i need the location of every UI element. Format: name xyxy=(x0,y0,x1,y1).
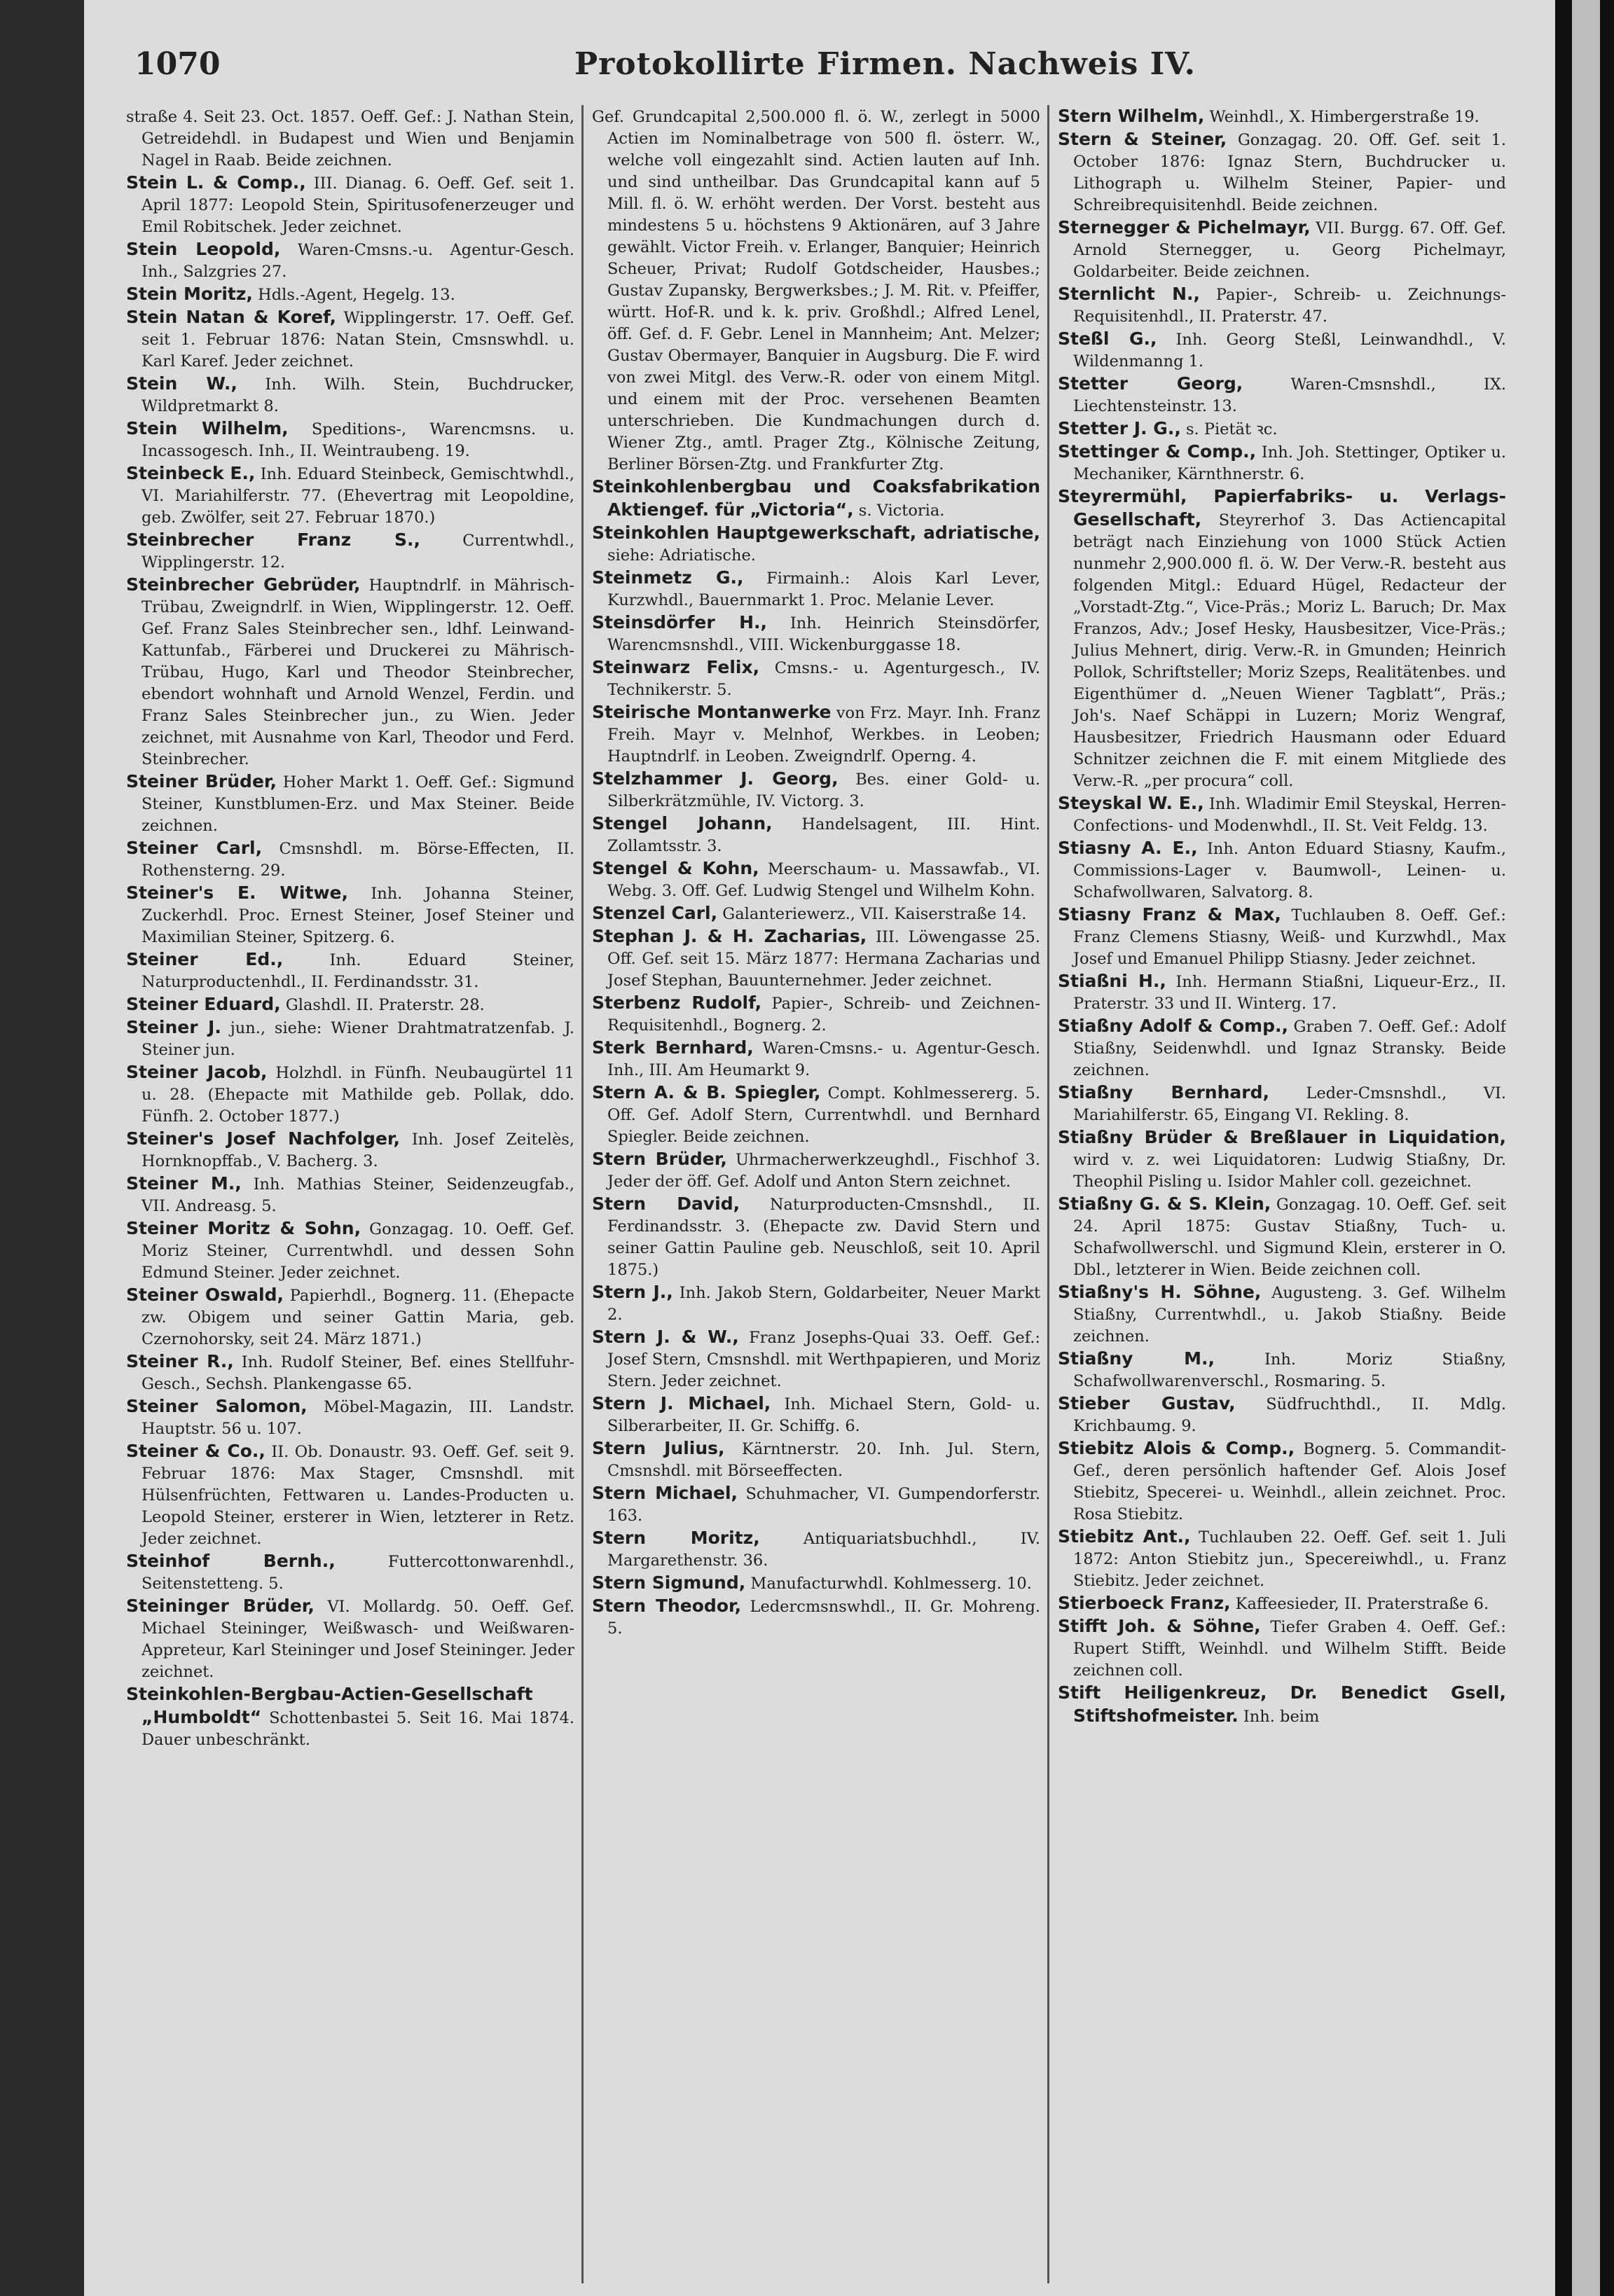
firm-name: Stiaßny Adolf & Comp., xyxy=(1058,1016,1288,1036)
firm-details: Waren-Cmsns.- u. Agentur-Gesch. Inh., III. Am Heumarkt 9. xyxy=(607,1039,1040,1079)
firm-details: Papier-, Schreib- u. Zeichnungs-Requisitenhdl., II. Praterstr. 47. xyxy=(1073,286,1506,326)
firm-details: Franz Josephs-Quai 33. Oeff. Gef.: Josef Stern, Cmsnshdl. mit Werthpapieren, und Moriz Stern. Jeder zeichnet. xyxy=(607,1329,1040,1390)
firm-name: Stengel & Kohn, xyxy=(592,858,759,878)
firm-details: Antiquariatsbuchhdl., IV. Margarethenstr. 36. xyxy=(607,1530,1040,1570)
firm-details: Ledercmsnswhdl., II. Gr. Mohreng. 5. xyxy=(607,1598,1040,1638)
firm-name: Sterk Bernhard, xyxy=(592,1037,754,1058)
firm-name: Stierboeck Franz, xyxy=(1058,1593,1231,1613)
firm-entry xyxy=(126,1550,574,1595)
firm-details: Meerschaum- u. Massawfab., VI. Webg. 3. Off. Gef. Ludwig Stengel und Wilhelm Kohn. xyxy=(607,860,1040,900)
firm-details: Hoher Markt 1. Oeff. Gef.: Sigmund Steiner, Kunstblumen-Erz. und Max Steiner. Beide zeichnen. xyxy=(142,773,574,835)
column-1 xyxy=(126,105,574,2283)
firm-name: Sternegger & Pichelmayr, xyxy=(1058,217,1311,237)
firm-name: Stiasny Franz & Max, xyxy=(1058,904,1281,925)
firm-entry xyxy=(126,837,574,882)
firm-details: Speditions-, Warencmsns. u. Incassogesch. Inh., II. Weintraubeng. 19. xyxy=(142,420,574,460)
firm-details: Inh. beim xyxy=(1243,1708,1320,1726)
firm-entry xyxy=(592,1392,1040,1437)
firm-name: Steinkohlenbergbau und Coaksfabrikation Aktiengef. für „Victoria“, xyxy=(592,476,1040,520)
firm-details: Holzhdl. in Fünfh. Neubaugürtel 11 u. 28. (Ehepacte mit Mathilde geb. Pollak, ddo. Fünfh. 2. October 1877.) xyxy=(142,1064,574,1126)
firm-entry xyxy=(592,105,1040,476)
firm-name: Steinwarz Felix, xyxy=(592,657,760,677)
firm-entry xyxy=(1058,1437,1506,1526)
firm-name: Stern Brüder, xyxy=(592,1149,727,1169)
firm-details: Uhrmacherwerkzeughdl., Fischhof 3. Jeder der öff. Gef. Adolf und Anton Stern zeichnet. xyxy=(607,1151,1040,1191)
firm-entry xyxy=(1058,328,1506,373)
firm-name: Steininger Brüder, xyxy=(126,1596,315,1616)
firm-name: Stiaßny M., xyxy=(1058,1348,1215,1369)
column-divider xyxy=(581,105,584,2283)
firm-name: Steinkohlen-Bergbau-Actien-Gesellschaft „Humboldt“ xyxy=(126,1684,533,1727)
firm-details: Wipplingerstr. 17. Oeff. Gef. seit 1. Februar 1876: Natan Stein, Cmsnswhdl. u. Karl Karef. Jeder zeichnet. xyxy=(142,309,574,371)
firm-details: Inh. Wladimir Emil Steyskal, Herren-Confections- und Modenwhdl., II. St. Veit Feldg. 13. xyxy=(1073,795,1506,835)
firm-name: Steyrermühl, Papierfabriks- u. Verlags-Gesellschaft, xyxy=(1058,486,1506,530)
firm-entry xyxy=(592,925,1040,992)
firm-name: Steiner's E. Witwe, xyxy=(126,883,349,903)
firm-name: Steirische Montanwerke xyxy=(592,702,832,722)
firm-entry xyxy=(592,812,1040,857)
firm-details: III. Löwengasse 25. Off. Gef. seit 15. März 1877: Hermana Zacharias und Josef Stephan, Bauunternehmer. Jeder zeichnet. xyxy=(607,928,1040,990)
firm-entry xyxy=(126,373,574,417)
firm-name: Steiner Carl, xyxy=(126,838,263,858)
firm-entry xyxy=(592,1527,1040,1572)
firm-entry xyxy=(1058,1526,1506,1592)
firm-details: Inh. Rudolf Steiner, Bef. eines Stellfuhr-Gesch., Sechsh. Plankengasse 65. xyxy=(142,1353,574,1393)
firm-details: s. Victoria. xyxy=(858,502,945,520)
firm-details: Tuchlauben 8. Oeff. Gef.: Franz Clemens Stiasny, Weiß- und Kurzwhdl., Max Josef und Emanuel Philipp Stiasny. Jeder zeichnet. xyxy=(1073,906,1506,968)
firm-entry xyxy=(1058,970,1506,1015)
firm-entry xyxy=(126,1440,574,1550)
firm-name: Steiner & Co., xyxy=(126,1441,265,1461)
firm-entry xyxy=(592,522,1040,567)
firm-details: Kärntnerstr. 20. Inh. Jul. Stern, Cmsnshdl. mit Börseeffecten. xyxy=(607,1440,1040,1480)
firm-details: Inh. Jakob Stern, Goldarbeiter, Neuer Markt 2. xyxy=(607,1284,1040,1324)
firm-entry xyxy=(592,1595,1040,1640)
firm-entry xyxy=(592,1081,1040,1148)
firm-details: Inh. Georg Steßl, Leinwandhdl., V. Wildenmanng 1. xyxy=(1073,331,1506,371)
firm-details: Gonzagag. 10. Oeff. Gef. seit 24. April 1875: Gustav Stiaßny, Tuch- u. Schafwollwerschl. und Sigmund Klein, ersterer in O. Dbl., letzterer in Wien. Beide zeichnen coll. xyxy=(1073,1196,1506,1279)
firm-name: Steiner Brüder, xyxy=(126,771,277,791)
firm-details: Inh. Wilh. Stein, Buchdrucker, Wildpretmarkt 8. xyxy=(142,375,574,415)
firm-name: Steiner J. xyxy=(126,1017,221,1037)
firm-entry xyxy=(592,701,1040,768)
firm-name: Stetter J. G., xyxy=(1058,418,1181,438)
firm-entry xyxy=(1058,1081,1506,1126)
firm-entry xyxy=(592,476,1040,522)
firm-details: III. Dianag. 6. Oeff. Gef. seit 1. April 1877: Leopold Stein, Spiritusofenerzeuger und Emil Robitschek. Jeder zeichnet. xyxy=(142,174,574,236)
page-number: 1070 xyxy=(134,46,221,82)
firm-entry xyxy=(592,768,1040,812)
firm-entry xyxy=(126,1683,574,1751)
firm-details: Gonzagag. 10. Oeff. Gef. Moriz Steiner, Currentwhdl. und dessen Sohn Edmund Steiner. Jeder zeichnet. xyxy=(142,1220,574,1282)
firm-entry xyxy=(1058,1348,1506,1392)
firm-name: Steiner's Josef Nachfolger, xyxy=(126,1128,401,1149)
firm-entry xyxy=(1058,485,1506,792)
firm-entry xyxy=(592,1572,1040,1595)
firm-entry xyxy=(1058,1392,1506,1437)
firm-name: Stern Theodor, xyxy=(592,1596,742,1616)
firm-entry xyxy=(592,1037,1040,1081)
firm-name: Stern & Steiner, xyxy=(1058,129,1227,149)
column-divider xyxy=(1047,105,1049,2283)
firm-entry xyxy=(126,1284,574,1350)
firm-details: Hdls.-Agent, Hegelg. 13. xyxy=(258,286,455,304)
firm-name: Steinsdörfer H., xyxy=(592,612,768,632)
firm-name: Stiaßni H., xyxy=(1058,971,1166,991)
column-3 xyxy=(1058,105,1506,2283)
firm-entry xyxy=(126,993,574,1016)
firm-details: II. Ob. Donaustr. 93. Oeff. Gef. seit 9. Februar 1876: Max Stager, Cmsnshdl. mit Hülsenfrüchten, Fettwaren u. Landes-Producten u. Leopold Steiner, ersterer in Wien, letzterer in Retz. Jeder zeichnet. xyxy=(142,1443,574,1548)
column-2 xyxy=(592,105,1040,2283)
firm-entry xyxy=(592,1148,1040,1193)
firm-details: Inh. Josef Zeitelès, Hornknopffab., V. Bacherg. 3. xyxy=(142,1130,574,1170)
firm-name: Steiner Eduard, xyxy=(126,994,281,1014)
firm-entry xyxy=(126,172,574,238)
firm-name: Stern Michael, xyxy=(592,1483,738,1503)
firm-details: siehe: Adriatische. xyxy=(607,546,756,565)
firm-name: Stein W., xyxy=(126,373,237,394)
firm-details: Manufacturwhdl. Kohlmesserg. 10. xyxy=(750,1575,1032,1593)
firm-name: Stein Leopold, xyxy=(126,239,281,259)
firm-details: Inh. Joh. Stettinger, Optiker u. Mechaniker, Kärnthnerstr. 6. xyxy=(1073,443,1506,483)
firm-entry xyxy=(126,1350,574,1395)
firm-details: s. Pietät ꝛc. xyxy=(1185,420,1278,438)
firm-entry xyxy=(592,1437,1040,1482)
firm-details: Papierhdl., Bognerg. 11. (Ehepacte zw. Obigem und seiner Gattin Maria, geb. Czernohorsky, seit 24. März 1871.) xyxy=(142,1287,574,1348)
firm-name: Stifft Joh. & Söhne, xyxy=(1058,1616,1261,1636)
firm-details: Firmainh.: Alois Karl Lever, Kurzwhdl., Bauernmarkt 1. Proc. Melanie Lever. xyxy=(607,569,1040,609)
firm-details: Futtercottonwarenhdl., Seitenstetteng. 5. xyxy=(142,1553,574,1593)
firm-details: Tuchlauben 22. Oeff. Gef. seit 1. Juli 1872: Anton Stiebitz jun., Specereiwhdl., u. Franz Stiebitz. Jeder zeichnet. xyxy=(1073,1528,1506,1590)
firm-details: Kaffeesieder, II. Praterstraße 6. xyxy=(1235,1595,1489,1613)
firm-entry xyxy=(1058,1193,1506,1281)
firm-details: wird v. z. wei Liquidatoren: Ludwig Stiaßny, Dr. Theophil Pisling u. Isidor Mahler coll. gezeichnet. xyxy=(1073,1151,1506,1191)
firm-name: Steiner Ed., xyxy=(126,949,284,969)
firm-entry xyxy=(1058,1015,1506,1081)
firm-entry xyxy=(126,1016,574,1061)
firm-name: Steiner R., xyxy=(126,1351,234,1371)
firm-name: Sterbenz Rudolf, xyxy=(592,993,762,1013)
firm-name: Stein Wilhelm, xyxy=(126,418,289,438)
firm-details: straße 4. Seit 23. Oct. 1857. Oeff. Gef.: J. Nathan Stein, Getreidehdl. in Budapest und Wien und Benjamin Nagel in Raab. Beide zeichnen. xyxy=(126,108,574,170)
firm-name: Steinbrecher Franz S., xyxy=(126,530,421,550)
firm-details: Hauptndrlf. in Mährisch-Trübau, Zweigndrlf. in Wien, Wipplingerstr. 12. Oeff. Gef. Franz Sales Steinbrecher sen., ldhf. Leinwand-Kattunfab., Färberei und Druckerei zu Mährisch-Trübau, Hugo, Karl und Theodor Steinbrecher, ebendort wohnhaft und Arnold Wenzel, Ferdin. und Franz Sales Steinbrecher jun., zu Wien. Jeder zeichnet, mit Ausnahme von Karl, Theodor und Ferd. Steinbrecher. xyxy=(142,576,574,768)
firm-name: Steiner Jacob, xyxy=(126,1062,268,1082)
firm-entry xyxy=(592,1193,1040,1281)
firm-entry xyxy=(1058,904,1506,970)
firm-details: Inh. Mathias Steiner, Seidenzeugfab., VII. Andreasg. 5. xyxy=(142,1175,574,1215)
firm-details: Inh. Johanna Steiner, Zuckerhdl. Proc. Ernest Steiner, Josef Steiner und Maximilian Steiner, Spitzerg. 6. xyxy=(142,885,574,946)
firm-details: Inh. Anton Eduard Stiasny, Kaufm., Commissions-Lager v. Baumwoll-, Leinen- u. Schafwollwaren, Salvatorg. 8. xyxy=(1073,840,1506,901)
firm-name: Steiner Oswald, xyxy=(126,1285,284,1305)
firm-name: Stift Heiligenkreuz, Dr. Benedict Gsell, Stiftshofmeister. xyxy=(1058,1682,1506,1726)
firm-details: VI. Mollardg. 50. Oeff. Gef. Michael Steininger, Weißwasch- und Weißwaren-Appreteur, Karl Steininger und Josef Steininger. Jeder zeichnet. xyxy=(142,1598,574,1681)
firm-entry xyxy=(1058,283,1506,328)
firm-details: Cmsns.- u. Agenturgesch., IV. Technikerstr. 5. xyxy=(607,659,1040,699)
firm-entry xyxy=(592,992,1040,1037)
firm-entry xyxy=(126,306,574,373)
directory-page xyxy=(84,0,1555,2296)
firm-name: Stiaßny G. & S. Klein, xyxy=(1058,1194,1271,1214)
firm-name: Stiebitz Ant., xyxy=(1058,1526,1191,1547)
firm-entry xyxy=(592,656,1040,701)
firm-entry xyxy=(126,1395,574,1440)
firm-details: Waren-Cmsnshdl., IX. Liechtensteinstr. 13. xyxy=(1073,375,1506,415)
firm-name: Stiaßny Bernhard, xyxy=(1058,1082,1269,1102)
firm-name: Steinbrecher Gebrüder, xyxy=(126,574,361,595)
firm-entry xyxy=(592,1482,1040,1527)
next-page-edge xyxy=(1572,0,1600,2296)
firm-entry xyxy=(1058,417,1506,441)
firm-name: Stern Wilhelm, xyxy=(1058,106,1205,126)
firm-entry xyxy=(592,1326,1040,1392)
firm-name: Sternlicht N., xyxy=(1058,284,1201,304)
firm-name: Stein L. & Comp., xyxy=(126,172,306,193)
firm-details: VII. Burgg. 67. Off. Gef. Arnold Sternegger, u. Georg Pichelmayr, Goldarbeiter. Beide zeichnen. xyxy=(1073,219,1506,281)
firm-name: Steinkohlen Hauptgewerkschaft, adriatische, xyxy=(592,523,1040,543)
firm-entry xyxy=(126,529,574,574)
firm-details: Naturproducten-Cmsnshdl., II. Ferdinandsstr. 3. (Ehepacte zw. David Stern und seiner Gattin Pauline geb. Neuschloß, seit 10. April 1875.) xyxy=(607,1196,1040,1279)
firm-details: Papier-, Schreib- und Zeichnen-Requisitenhdl., Bognerg. 2. xyxy=(607,995,1040,1035)
firm-name: Stelzhammer J. Georg, xyxy=(592,768,839,789)
firm-details: Südfruchthdl., II. Mdlg. Krichbaumg. 9. xyxy=(1073,1395,1506,1435)
firm-details: Möbel-Magazin, III. Landstr. Hauptstr. 56 u. 107. xyxy=(142,1398,574,1438)
firm-entry xyxy=(126,238,574,283)
firm-entry xyxy=(1058,373,1506,417)
firm-name: Stetter Georg, xyxy=(1058,373,1243,394)
firm-entry xyxy=(126,770,574,837)
firm-details: Schuhmacher, VI. Gumpendorferstr. 163. xyxy=(607,1485,1040,1525)
firm-entry xyxy=(126,1173,574,1217)
firm-name: Stiaßny Brüder & Breßlauer in Liquidation, xyxy=(1058,1127,1506,1147)
firm-name: Stern J. & W., xyxy=(592,1327,739,1347)
firm-entry xyxy=(592,902,1040,925)
firm-entry xyxy=(126,1595,574,1683)
firm-entry xyxy=(126,417,574,462)
firm-entry xyxy=(1058,216,1506,283)
firm-name: Stettinger & Comp., xyxy=(1058,441,1257,462)
firm-details: Inh. Michael Stern, Gold- u. Silberarbeiter, II. Gr. Schiffg. 6. xyxy=(607,1395,1040,1435)
firm-details: Leder-Cmsnshdl., VI. Mariahilferstr. 65, Eingang VI. Rekling. 8. xyxy=(1073,1084,1506,1124)
firm-entry xyxy=(126,1128,574,1173)
firm-name: Steiner M., xyxy=(126,1173,242,1194)
firm-entry xyxy=(126,948,574,993)
firm-name: Stern David, xyxy=(592,1194,740,1214)
firm-name: Steinbeck E., xyxy=(126,463,256,483)
firm-details: Inh. Hermann Stiaßni, Liqueur-Erz., II. Praterstr. 33 und II. Winterg. 17. xyxy=(1073,973,1506,1013)
firm-entry xyxy=(126,574,574,770)
firm-name: Stiaßny's H. Söhne, xyxy=(1058,1282,1262,1302)
firm-entry xyxy=(126,1061,574,1128)
firm-name: Stern A. & B. Spiegler, xyxy=(592,1082,821,1102)
firm-entry xyxy=(1058,1126,1506,1193)
firm-entry xyxy=(1058,441,1506,485)
firm-details: Tiefer Graben 4. Oeff. Gef.: Rupert Stifft, Weinhdl. und Wilhelm Stifft. Beide zeichnen coll. xyxy=(1073,1618,1506,1680)
firm-entry xyxy=(126,462,574,529)
firm-entry xyxy=(1058,837,1506,904)
firm-name: Stein Natan & Koref, xyxy=(126,307,337,327)
firm-name: Stern Sigmund, xyxy=(592,1572,746,1593)
firm-details: Glashdl. II. Praterstr. 28. xyxy=(285,996,485,1014)
firm-details: Inh. Eduard Steiner, Naturproductenhdl., II. Ferdinandsstr. 31. xyxy=(142,951,574,991)
firm-details: Bes. einer Gold- u. Silberkrätzmühle, IV. Victorg. 3. xyxy=(607,770,1040,810)
firm-entry xyxy=(1058,792,1506,837)
firm-name: Stern J. Michael, xyxy=(592,1393,771,1413)
firm-entry xyxy=(126,882,574,948)
firm-entry xyxy=(1058,1281,1506,1348)
firm-details: Compt. Kohlmessererg. 5. Off. Gef. Adolf Stern, Currentwhdl. und Bernhard Spiegler. Beide zeichnen. xyxy=(607,1084,1040,1146)
firm-details: jun., siehe: Wiener Drahtmatratzenfab. J. Steiner jun. xyxy=(142,1019,574,1059)
firm-entry xyxy=(1058,128,1506,216)
firm-entry xyxy=(592,567,1040,611)
firm-entry xyxy=(126,283,574,306)
running-title: Protokollirte Firmen. Nachweis IV. xyxy=(574,46,1196,82)
firm-entry xyxy=(592,611,1040,656)
firm-name: Steiner Salomon, xyxy=(126,1396,308,1416)
firm-name: Steiner Moritz & Sohn, xyxy=(126,1218,361,1238)
firm-details: Currentwhdl., Wipplingerstr. 12. xyxy=(142,532,574,572)
firm-details: Weinhdl., X. Himbergerstraße 19. xyxy=(1209,108,1480,126)
firm-details: Steyrerhof 3. Das Actiencapital beträgt nach Einziehung von 1000 Stück Actien nunmehr 2,900.000 fl. ö. W. Der Verw.-R. besteht aus folgenden Mitgl.: Eduard Hügel, Redacteur der „Vorstadt-Ztg.“, Vice-Präs.; Moriz L. Baruch; Dr. Max Franzos, Adv.; Josef Hesky, Hausbesitzer, Vice-Präs.; Julius Mehnert, dirig. Verw.-R. in Gmunden; Heinrich Pollok, Schriftsteller; Moriz Szeps, Realitätenbes. und Eigenthümer d. „Neuen Wiener Tagblatt“, Präs.; Joh's. Naef Schäppi in Luzern; Moriz Wengraf, Hausbesitzer, Friedrich Hausmann oder Eduard Schnitzer zeichnen die F. mit einem Mitgliede des Verw.-R. „per procura“ coll. xyxy=(1073,511,1506,790)
firm-details: Inh. Moriz Stiaßny, Schafwollwarenverschl., Rosmaring. 5. xyxy=(1073,1350,1506,1390)
firm-name: Stern J., xyxy=(592,1282,673,1302)
firm-name: Stephan J. & H. Zacharias, xyxy=(592,926,867,946)
firm-name: Steyskal W. E., xyxy=(1058,793,1204,813)
firm-name: Steinhof Bernh., xyxy=(126,1551,336,1571)
firm-name: Stengel Johann, xyxy=(592,813,773,834)
firm-details: Schottenbastei 5. Seit 16. Mai 1874. Dauer unbeschränkt. xyxy=(142,1709,574,1749)
firm-name: Steßl G., xyxy=(1058,329,1157,349)
firm-details: Galanteriewerz., VII. Kaiserstraße 14. xyxy=(722,905,1027,923)
firm-name: Stern Julius, xyxy=(592,1438,725,1458)
firm-entry xyxy=(1058,1682,1506,1728)
firm-details: Gef. Grundcapital 2,500.000 fl. ö. W., zerlegt in 5000 Actien im Nominalbetrage von 500 fl. österr. W., welche voll eingezahlt sind. Actien lauten auf Inh. und sind untheilbar. Das Grundcapital kann auf 5 Mill. fl. ö. W. erhöht werden. Der Vorst. besteht aus mindestens 5 u. höchstens 9 Aktionären, auf 3 Jahre gewählt. Victor Freih. v. Erlanger, Banquier; Heinrich Scheuer, Privat; Rudolf Gotdscheider, Hausbes.; Gustav Zupansky, Bergwerksbes.; J. M. Rit. v. Pfeiffer, württ. Hof-R. und k. k. priv. Großhdl.; Alfred Lenel, öff. Gef. d. F. Gebr. Lenel in Mannheim; Ant. Melzer; Gustav Obermayer, Banquier in Augsburg. Die F. wird von zwei Mitgl. des Verw.-R. oder von einem Mitgl. und einem mit der Proc. versehenen Beamten unterschrieben. Die Kundmachungen durch d. Wiener Ztg., amtl. Prager Ztg., Kölnische Zeitung, Berliner Börsen-Ztg. und Frankfurter Ztg. xyxy=(592,108,1040,473)
firm-name: Stieber Gustav, xyxy=(1058,1393,1236,1413)
firm-entry xyxy=(592,1281,1040,1326)
firm-details: von Frz. Mayr. Inh. Franz Freih. Mayr v. Melnhof, Werkbes. in Leoben; Hauptndrlf. in Leoben. Zweigndrlf. Operng. 4. xyxy=(607,704,1040,766)
firm-entry xyxy=(126,1217,574,1284)
firm-entry xyxy=(1058,1592,1506,1615)
firm-details: Bognerg. 5. Commandit-Gef., deren persönlich haftender Gef. Alois Josef Stiebitz, Specerei- u. Weinhdl., allein zeichnet. Proc. Rosa Stiebitz. xyxy=(1073,1440,1506,1523)
firm-details: Handelsagent, III. Hint. Zollamtsstr. 3. xyxy=(607,815,1040,855)
firm-name: Stiasny A. E., xyxy=(1058,838,1198,858)
firm-details: Gonzagag. 20. Off. Gef. seit 1. October 1876: Ignaz Stern, Buchdrucker u. Lithograph u. Wilhelm Steiner, Papier- und Schreibrequisitenhdl. Beide zeichnen. xyxy=(1073,131,1506,214)
firm-entry xyxy=(592,857,1040,902)
firm-details: Inh. Eduard Steinbeck, Gemischtwhdl., VI. Mariahilferstr. 77. (Ehevertrag mit Leopoldine, geb. Zwölfer, seit 27. Februar 1870.) xyxy=(142,465,574,527)
firm-name: Stein Moritz, xyxy=(126,284,253,304)
firm-name: Stenzel Carl, xyxy=(592,903,718,923)
firm-details: Inh. Heinrich Steinsdörfer, Warencmsnshdl., VIII. Wickenburggasse 18. xyxy=(607,614,1040,654)
firm-entry xyxy=(126,105,574,172)
firm-entry xyxy=(1058,1615,1506,1682)
firm-name: Steinmetz G., xyxy=(592,567,744,588)
firm-entry xyxy=(1058,105,1506,128)
firm-details: Waren-Cmsns.-u. Agentur-Gesch. Inh., Salzgries 27. xyxy=(142,241,574,281)
firm-name: Stern Moritz, xyxy=(592,1528,760,1548)
firm-details: Cmsnshdl. m. Börse-Effecten, II. Rothensterng. 29. xyxy=(142,840,574,880)
firm-details: Augusteng. 3. Gef. Wilhelm Stiaßny, Currentwhdl., u. Jakob Stiaßny. Beide zeichnen. xyxy=(1073,1284,1506,1346)
firm-details: Graben 7. Oeff. Gef.: Adolf Stiaßny, Seidenwhdl. und Ignaz Stransky. Beide zeichnen. xyxy=(1073,1018,1506,1079)
firm-name: Stiebitz Alois & Comp., xyxy=(1058,1438,1295,1458)
